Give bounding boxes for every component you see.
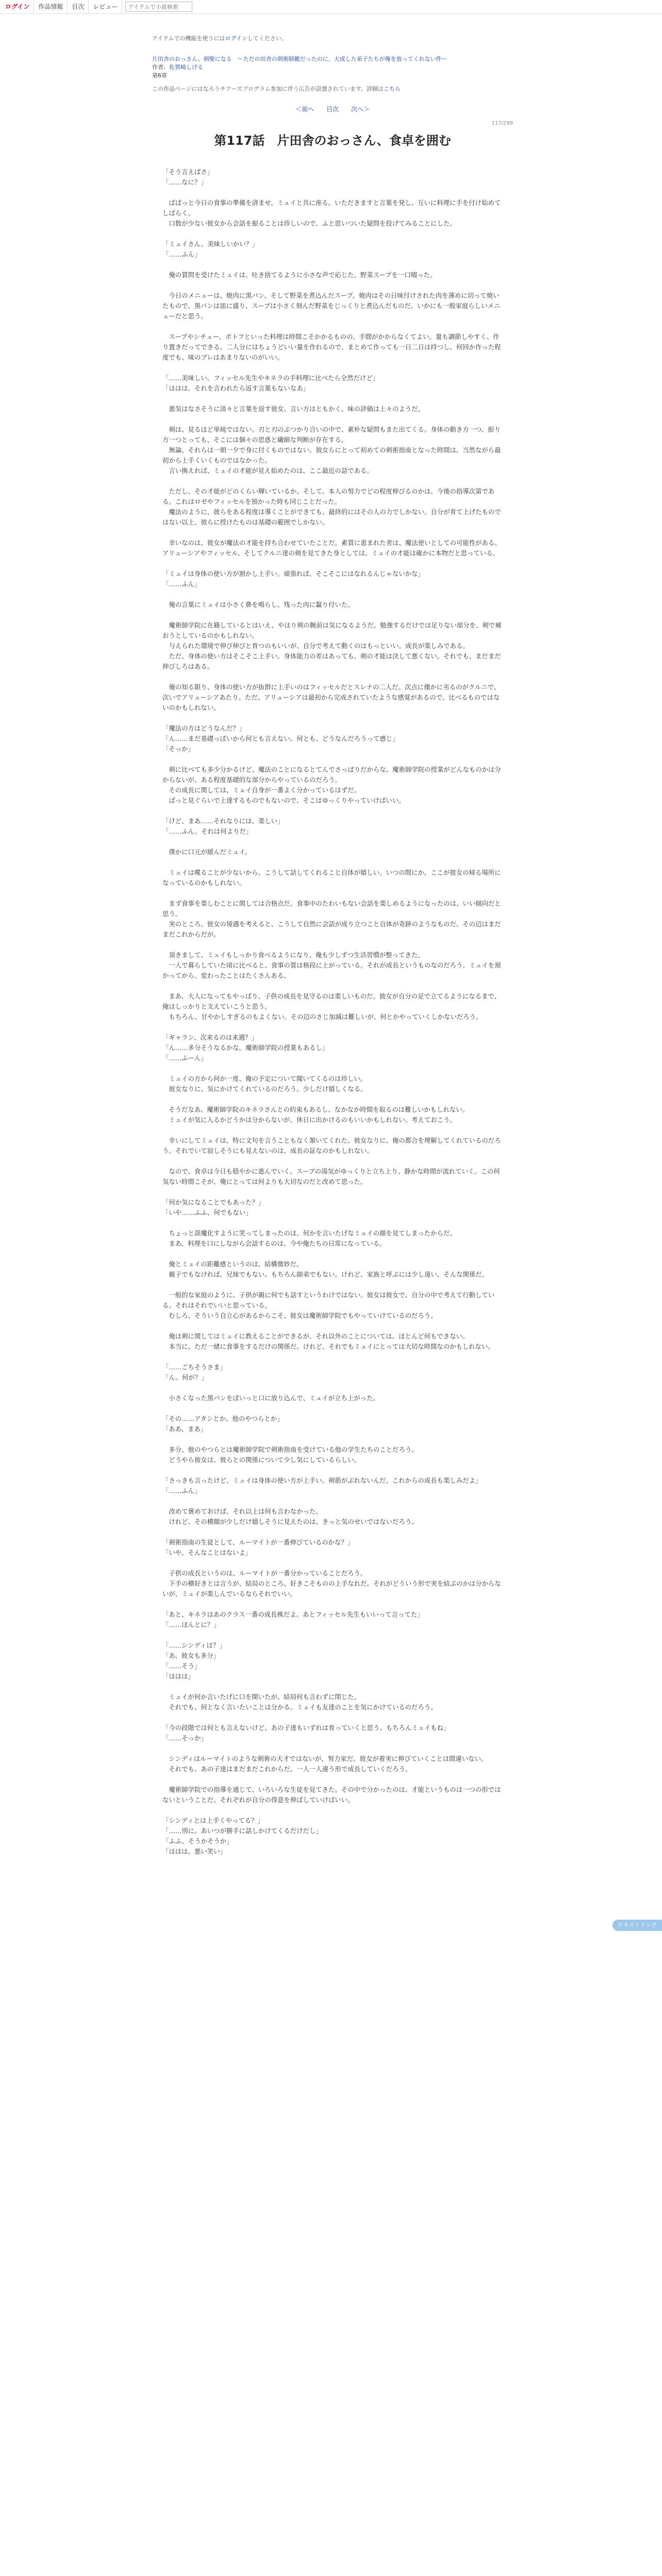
body-paragraph: ただし、その才能がどのくらい輝いているか、そして、本人の努力でどの程度伸びるのかは、今後の指導次第である。これはロゼやフィッセルを預かった時も同じことだった。 魔法のように、彼らをある程度は導くことができても、最終的にはその人の力でしかない。自分が育て上げたものではない以上、彼らに授けたものは基礎の範囲でしかない。	[162, 487, 501, 526]
ad-note-link[interactable]: こちら	[383, 86, 401, 92]
body-paragraph: 「剣術指南の生徒として、ルーマイトが一番伸びているのかな？」 「いや、そんなことはないよ」	[162, 1538, 354, 1556]
body-paragraph: 「魔法の方はどうなんだ？」 「ん……まだ基礎っぽいから何とも言えない。何とも、どうなんだろうって感じ」 「そっか」	[162, 724, 399, 753]
body-paragraph: 「ミュイは身体の使い方が割かし上手い。頑張れば、そこそこにはなれるんじゃないかな」 「……ふん」	[162, 570, 424, 588]
chapter-number: 117/299	[491, 121, 513, 126]
chapter-title: 第117話 片田舎のおっさん、食卓を囲む	[214, 133, 451, 148]
body-paragraph: 改めて褒めておけば、それ以上は何も言わなかった。 けれど、その横顔が少しだけ嬉しそうに見えたのは、きっと気のせいではないだろう。	[169, 1507, 418, 1526]
body-paragraph: 「けど、まあ……それなりには、楽しい」 「……ふん。それは何よりだ」	[162, 817, 284, 835]
body-paragraph: 「あと、キネラはあのクラス一番の成長株だよ。あとフィッセル先生もいいって言ってた」 「……ほんとに？」	[162, 1611, 424, 1629]
body-paragraph: 魔術師学院に在籍しているとはいえ、やはり剣の腕前は気になるようだ。勉強するだけでは足りない部分を、剣で補おうとしているのかもしれない。 与えられた環境で伸び伸びと育つのもいいが、自分で考えて動くのはもっといい。成長が楽しみである。 ただ、身体の使い方はそこそこ上手い。身体能力の差はあっても、剣の才能は決して悪くない。それでも、まだまだ伸びしろはある。	[162, 621, 502, 670]
nav-item-review[interactable]: レビュー	[89, 0, 122, 13]
item-search-input[interactable]	[125, 2, 192, 12]
body-paragraph: 剣は、見るほど単純ではない。刃と刃のぶつかり合いの中で、素朴な疑問もまた出てくる。身体の動き方一つ、振り方一つとっても、そこには個々の思惑と繊細な判断が存在する。 無論、それらは一朝一夕で身に付くものではない。彼女らにとって初めての剣術指南となった時間は、当然ながら最初から上手くいくものではなかった。 言い換えれば、ミュイの才能が見え始めたのは、ここ最近の話である。	[162, 426, 501, 474]
body-paragraph: ぱぱっと今日の食事の準備を済ませ、ミュイと共に座る。いただきますと言葉を発し、互いに料理に手を付け始めてしばらく。 口数が少ない彼女から会話を振ることは珍しいので、ふと思いついた疑問を投げてみることにした。	[162, 199, 501, 227]
body-paragraph: 剣に比べても多少分かるけど、魔法のことになるとてんでさっぱりだからな。魔術師学院の授業がどんなものかは分からないが、ある程度基礎的な部分からやっているのだろう。 その成長に関しては、ミュイ自身が一番よく分かっているはずだ。 ぱっと見ぐらいで上達するものでもないので、そこはゆっくりやっていけばいい。	[162, 766, 501, 804]
login-link[interactable]: ログイン	[1, 0, 34, 13]
toc-link[interactable]: 目次	[326, 106, 339, 113]
author-line	[152, 63, 513, 72]
body-paragraph: 「シンディとは上手くやってる？」 「……別に。あいつが勝手に話しかけてくるだけだし」 「ふふ、そうかそうか」 「ははは。悪い笑い」	[162, 1817, 322, 1855]
body-paragraph: 「何か気になることでもあった？」 「いや……ふふ、何でもない」	[162, 1198, 265, 1216]
body-paragraph: 小さくなった黒パンをぽいっと口に放り込んで、ミュイが立ち上がった。	[162, 1394, 379, 1402]
body-paragraph: 俺とミュイの距離感というのは、結構微妙だ。 親子でもなければ、兄妹でもない。もちろん師弟でもない。けれど、家族と呼ぶには少し遠い、そんな関係だ。	[169, 1260, 488, 1278]
body-paragraph: ミュイが何か言いたげに口を開いたが、結局何も言わずに閉じた。 それでも、何となく言いたいことは分かる。ミュイも友達のことを気にかけているのだろう。	[169, 1693, 437, 1711]
body-paragraph: なので、食卓は今日も穏やかに進んでいく。スープの湯気がゆっくりと立ち上り、静かな時間が流れていく。この何気ない時間こそが、俺にとっては何よりも大切なのだと改めて思った。	[162, 1167, 500, 1185]
series-title-link[interactable]: 片田舎のおっさん、剣聖になる ～ただの田舎の剣術師範だったのに、大成した弟子たちが俺を放ってくれない件～	[152, 56, 448, 62]
chapter-body	[162, 167, 503, 1857]
notice-text: アイテムでの機能を使うには	[152, 35, 225, 42]
body-paragraph: 「その……アタシとか、他のやつらとか」 「ああ、まあ」	[162, 1415, 284, 1433]
body-paragraph: 今日のメニューは、焼肉に黒パン、そして野菜を煮込んだスープ。焼肉はその日味付けされた肉を薄めに切って焼いたもので、黒パンは皿に盛り、スープは小さく刻んだ野菜をじっくりと煮込んだものだ。いかにも一般家庭らしいメニューだと思う。	[162, 292, 501, 320]
body-paragraph: ちょっと誤魔化すように笑ってしまったのは、何かを言いたげなミュイの顔を見てしまったからだ。 まあ、料理を口にしながら会話するのは、今や俺たちの日常になっている。	[169, 1229, 456, 1247]
body-paragraph: 俺の質問を受けたミュイは、吐き捨てるように小さな声で応じた。野菜スープを一口啜った。	[162, 271, 437, 279]
body-paragraph: 「……美味しい。フィッセル先生やキネラの手料理に比べたら全然だけど」 「ははは、それを言われたら返す言葉もないなあ」	[162, 374, 379, 392]
nav-item-toc[interactable]: 目次	[68, 0, 89, 13]
body-paragraph: ミュイは喋ることが少ないから、こうして話してくれること自体が嬉しい。いつの間にか、ここが彼女の帰る場所になっているのかもしれない。	[162, 869, 501, 887]
body-paragraph: 俺の知る限り、身体の使い方が抜群に上手いのはフィッセルだとスレナの二人だ。次点に僅かに劣るのがクルニで、次いでアリューシアあたり。ただ、アリューシアは最初から完成されていたような感覚があるので、比べるものではないのかもしれない。	[162, 683, 501, 711]
author-label: 作者：	[152, 64, 169, 71]
body-paragraph: 「……ごちそうさま」 「ん。何が？」	[162, 1363, 226, 1381]
body-paragraph: 頂きまして、ミュイもしっかり食べるようになり、俺も少しずつ生活習慣が整ってきた。 一人で暮らしていた頃に比べると、食事の質は格段に上がっている。それが成長というものなのだろう。ミュイを預かってから、変わったことはたくさんある。	[162, 951, 501, 979]
body-paragraph: 俺の言葉にミュイは小さく鼻を鳴らし、残った肉に齧り付いた。	[162, 601, 354, 608]
notice-login-link[interactable]: ログイン	[225, 35, 247, 42]
body-paragraph: 子供の成長というのは、ルーマイトが一番分かっていることだろう。 下手の横好きとは言うが、結局のところ、好きこそものの上手なれだ。それがどういう形で実を結ぶのかは分からないが、ミュイが楽しんでいるならそれでいい。	[162, 1569, 501, 1598]
body-paragraph: 僕かに口元が緩んだミュイ。	[162, 848, 252, 856]
body-paragraph: 魔術師学院での指導を通じて、いろいろな生徒を見てきた。その中で分かったのは、才能というものは一つの形ではないということだ。それぞれが自分の得意を伸ばしていけばいい。	[162, 1786, 501, 1804]
body-paragraph: 「ミュイさん、美味しいかい？」 「……ふん」	[162, 240, 259, 258]
body-paragraph: 「さっきも言ったけど、ミュイは身体の使い方が上手い。剣筋がぶれないんだ。これからの成長も楽しみだよ」 「……ふん」	[162, 1477, 482, 1495]
volume-label: 第6章	[152, 72, 167, 79]
body-paragraph: まあ、大人になってもやっぱり、子供の成長を見守るのは楽しいものだ。彼女が自分の足で立てるようになるまで、俺はしっかりと支えていこうと思う。 もちろん、甘やかしすぎるのもよくない。その辺のさじ加減は難しいが、何とかやっていくしかないだろう。	[162, 992, 501, 1021]
top-bar	[0, 0, 662, 14]
next-chapter-link[interactable]: 次へ＞	[351, 106, 370, 113]
novel-header	[152, 35, 513, 93]
body-paragraph: シンディはルーマイトのような剣術の天才ではないが、努力家だ。彼女が着実に伸びていくことは間違いない。 それでも、あの子達はまだまだこれからだ。一人一人違う形で成長していくだろう。	[169, 1755, 488, 1773]
body-paragraph: そうだなあ、魔術師学院のキネラさんとの約束もあるし、なかなか時間を取るのは難しいかもしれない。 ミュイが気に入るかどうかは分からないが、休日に出かけるのもいいかもしれない。考えておこう。	[169, 1106, 469, 1124]
notice-text-suffix: してください。	[247, 35, 287, 42]
body-paragraph: 多分、他のやつらとは魔術師学院で剣術指南を受けている他の学生たちのことだろう。 どうやら彼女は、彼らとの関係について少し気にしているらしい。	[169, 1446, 418, 1464]
ad-note-text: この作品ページにはなろうチアーズプログラム参加に伴う広告が設置されています。詳細は	[152, 86, 384, 92]
body-paragraph: 幸いにしてミュイは、特に文句を言うこともなく頷いてくれた。彼女なりに、俺の都合を理解してくれているのだろう。それでいて寂しそうにも見えないのは、成長の証なのかもしれない。	[162, 1137, 501, 1155]
text-link-button[interactable]: テキストリンク	[613, 1920, 662, 1931]
author-link[interactable]: 佐賀崎しげる	[169, 64, 203, 71]
body-paragraph: ミュイの方から何か一度、俺の予定について聞いてくるのは珍しい。 彼女なりに、気にかけてくれているのだろう。少しだけ嬉しくなる。	[169, 1075, 367, 1093]
body-paragraph: スープやシチュー、ポトフといった料理は時間こそかかるものの、手間がかからなくてよい。量も調節しやすく、作り置きだってできる。二人分にはちょうどいい量を作れるので、まとめて作っても一日二日は持つし、何回か作った程度でも、味のブレはあまりないのがいい。	[162, 333, 501, 361]
body-paragraph: 俺は剣に関してはミュイに教えることができるが、それ以外のことについては、ほとんど何もできない。 本当に、ただ一緒に食事をするだけの関係だ。けれど、それでもミュイにとっては大切な時間なのかもしれない。	[169, 1332, 494, 1350]
body-paragraph: 「そう言えばさ」 「……なに？」	[162, 168, 214, 186]
prev-chapter-link[interactable]: ＜前へ	[295, 106, 315, 113]
body-paragraph: まず食事を楽しむことに関しては合格点だ。食事中のたわいもない会話を楽しめるようになったのは、いい傾向だと思う。 実のところ、彼女の境遇を考えると、こうして自然に会話が成り立つこと自体が奇跡のようなものだ。その辺はまだまだこれからだが。	[162, 900, 501, 938]
body-paragraph: 「今の段階では何とも言えないけど、あの子達もいずれは育っていくと思う。もちろんミュイもね」 「……そっか」	[162, 1724, 450, 1742]
chapter-pager	[152, 105, 513, 113]
ad-note	[152, 85, 513, 93]
body-paragraph: 悪気はなさそうに淡々と言葉を返す彼女。言い方はともかく、味の評価は上々のようだ。	[162, 405, 424, 413]
body-paragraph: 一般的な家庭のように、子供が親に何でも話すというわけではない。彼女は彼女で、自分の中で考えて行動している。それはそれでいいと思っている。 むしろ、そういう自立心があるからこそ、彼女は魔術師学院でもやっていけているのだろう。	[162, 1291, 495, 1319]
nav-item-info[interactable]: 作品情報	[34, 0, 68, 13]
body-paragraph: 「ギャラン、次来るのは来週？」 「ん……多分そうなるかな。魔術師学院の授業もあるし」 「……ふーん」	[162, 1033, 329, 1062]
body-paragraph: 幸いなのは、彼女が魔法の才能を持ち合わせていたことだ。素質に恵まれた者は、魔法使いとしての可能性がある。アリューシアやフィッセル、そしてクルニ達の剣を見てきた身としては、ミュイの才能は確かに本物だと思っている。	[162, 539, 501, 557]
body-paragraph: 「……シンディは？」 「あ、彼女も多分」 「……そう」 「ははは」	[162, 1641, 226, 1680]
login-notice	[152, 35, 513, 43]
